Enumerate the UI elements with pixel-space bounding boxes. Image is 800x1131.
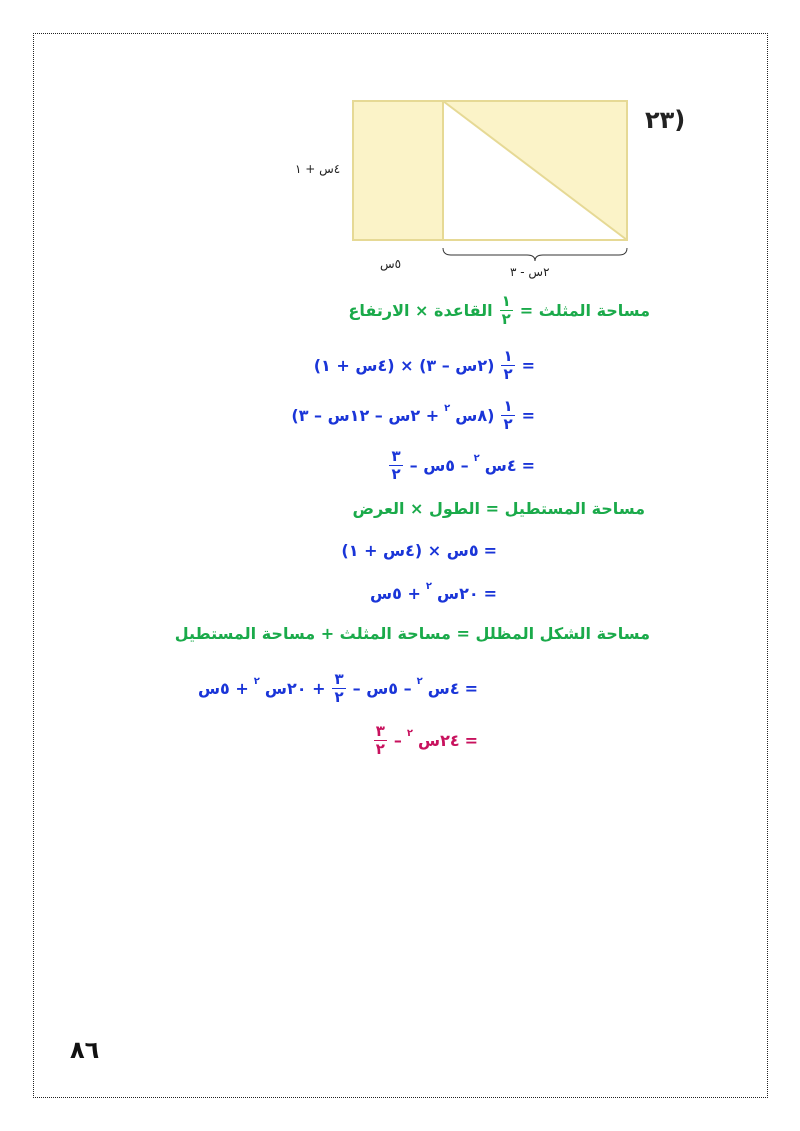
exponent: ٢ <box>473 452 480 464</box>
equation-text: + ٥س <box>197 678 249 698</box>
fraction <box>501 396 514 433</box>
fraction <box>389 446 402 483</box>
equation-text: = <box>521 405 535 425</box>
exponent: ٢ <box>406 727 413 739</box>
fraction <box>500 291 513 328</box>
equation-text: مساحة المثلث = <box>519 300 650 320</box>
fraction-numerator: ٣ <box>391 446 401 465</box>
equation-text: + ٥س <box>370 583 421 603</box>
equation-text: – ٥س – <box>352 678 412 698</box>
fraction-denominator: ٢ <box>503 414 513 433</box>
left-width-label: ٥س <box>380 257 402 271</box>
equation-text: = <box>521 355 535 375</box>
equation-line <box>198 670 478 706</box>
equation-line <box>372 722 478 758</box>
fraction <box>501 346 514 383</box>
exponent: ٢ <box>416 675 423 687</box>
brace <box>443 248 627 261</box>
fraction-numerator: ١ <box>503 346 513 365</box>
equation-text: القاعدة × الارتفاع <box>348 300 493 320</box>
equation-line <box>352 490 645 526</box>
fraction <box>374 721 387 758</box>
equation-text: = <box>521 455 535 475</box>
exponent: ٢ <box>253 675 260 687</box>
equation-line <box>341 532 497 568</box>
equation-line <box>370 575 497 611</box>
fraction-denominator: ٢ <box>391 464 401 483</box>
fraction-numerator: ١ <box>501 291 511 310</box>
exponent: ٢ <box>425 580 432 592</box>
equation-text: = <box>464 678 478 698</box>
question-number: (٢٣ <box>645 106 686 134</box>
rectangle-diagram <box>0 0 800 300</box>
equation-text: + ٢٠س <box>264 678 326 698</box>
equation-text: – <box>393 730 402 750</box>
equation-text: (٢س – ٣) × (٤س + ١) <box>313 355 495 375</box>
fraction-numerator: ١ <box>503 396 513 415</box>
equation-line <box>291 397 535 433</box>
equation-line <box>387 447 535 483</box>
exponent: ٢ <box>444 402 451 414</box>
equation-line <box>175 615 650 651</box>
fraction-denominator: ٢ <box>501 309 511 328</box>
equation-line <box>348 292 650 328</box>
fraction-numerator: ٣ <box>375 721 385 740</box>
equation-text: = <box>483 583 497 603</box>
equation-text: ٢٠س <box>436 583 479 603</box>
equation-text: ٥س × (٤س + ١) <box>341 540 479 560</box>
equation-text: ٤س <box>484 455 517 475</box>
equation-text: + ٢س – ١٢س – ٣) <box>291 405 440 425</box>
equation-text: = <box>483 540 497 560</box>
fraction <box>332 669 345 706</box>
equation-text: مساحة المستطيل = الطول × العرض <box>352 498 645 518</box>
equation-line <box>314 347 535 383</box>
equation-text: (٨س <box>455 405 495 425</box>
equation-text: مساحة الشكل المظلل = مساحة المثلث + مساحة المستطيل <box>174 623 650 643</box>
fraction-denominator: ٢ <box>503 364 513 383</box>
equation-text: = <box>464 730 478 750</box>
fraction-numerator: ٣ <box>334 669 344 688</box>
equation-text: ٢٤س <box>417 730 460 750</box>
equation-text: – ٥س – <box>409 455 469 475</box>
fraction-denominator: ٢ <box>375 739 385 758</box>
height-label: ٤س + ١ <box>295 162 341 176</box>
page-number: ٨٦ <box>70 1036 100 1064</box>
equation-text: ٤س <box>427 678 460 698</box>
right-width-label: ٢س - ٣ <box>510 265 550 279</box>
fraction-denominator: ٢ <box>334 687 344 706</box>
